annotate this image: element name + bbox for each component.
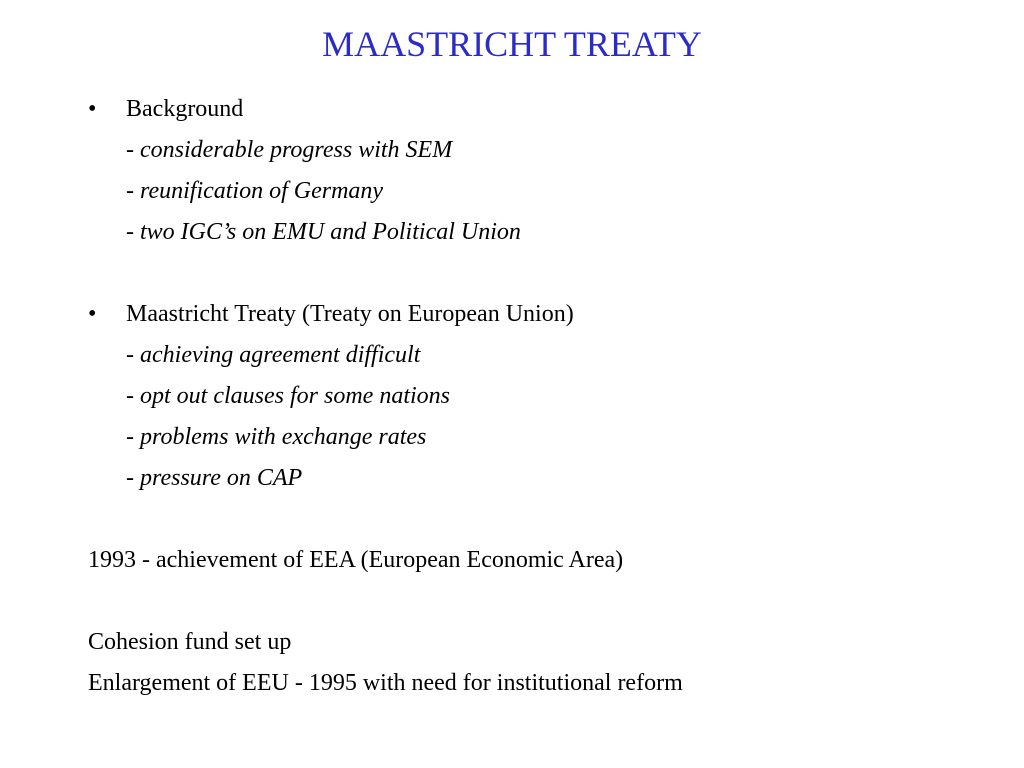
sub-item [88, 376, 988, 417]
dash-marker: - [126, 465, 140, 491]
sub-item [88, 458, 988, 499]
bullet-heading: Maastricht Treaty (Treaty on European Union) [126, 301, 574, 327]
dash-marker: - [126, 342, 140, 368]
bullet-maastricht-treaty [88, 294, 988, 335]
statement-cohesion-fund: Cohesion fund set up [88, 629, 292, 655]
sub-item-text: two IGC’s on EMU and Political Union [140, 219, 521, 245]
slide-title: MAASTRICHT TREATY [322, 24, 702, 64]
sub-item [88, 335, 988, 376]
bullet-icon: • [88, 301, 97, 327]
sub-item-text: pressure on CAP [140, 465, 303, 491]
statement-eea: 1993 - achievement of EEA (European Economic Area) [88, 547, 624, 573]
sub-item [88, 130, 988, 171]
sub-item [88, 212, 988, 253]
dash-marker: - [126, 178, 140, 204]
sub-item-text: achieving agreement difficult [140, 342, 421, 368]
bullet-icon: • [88, 96, 97, 122]
bullet-background [88, 89, 988, 130]
sub-item-text: problems with exchange rates [140, 424, 427, 450]
dash-marker: - [126, 424, 140, 450]
spacer [88, 253, 988, 294]
dash-marker: - [126, 219, 140, 245]
spacer [88, 581, 988, 622]
dash-marker: - [126, 137, 140, 163]
sub-item-text: considerable progress with SEM [140, 137, 453, 163]
statement-enlargement: Enlargement of EEU - 1995 with need for institutional reform [88, 670, 683, 696]
slide-content [88, 89, 988, 704]
sub-item [88, 417, 988, 458]
sub-item [88, 171, 988, 212]
dash-marker: - [126, 383, 140, 409]
spacer [88, 499, 988, 540]
sub-item-text: opt out clauses for some nations [140, 383, 450, 409]
sub-item-text: reunification of Germany [140, 178, 384, 204]
bullet-heading: Background [126, 96, 244, 122]
